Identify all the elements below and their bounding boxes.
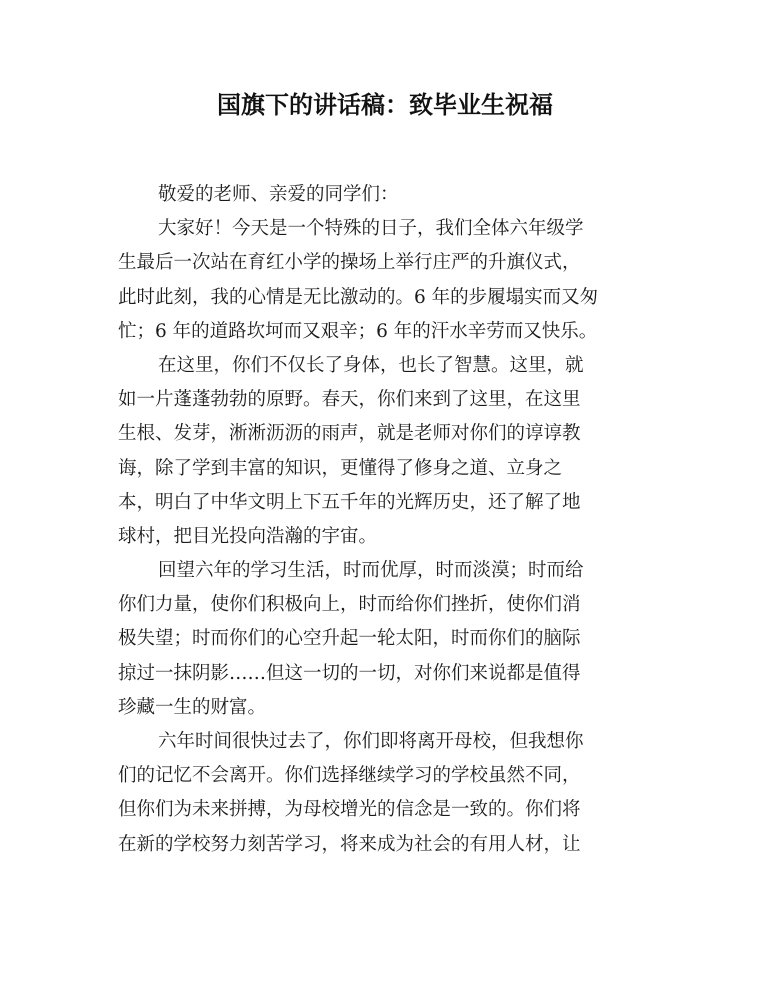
text-line: 极失望；时而你们的心空升起一轮太阳，时而你们的脑际	[118, 628, 581, 650]
text-line: 珍藏一生的财富。	[118, 696, 267, 718]
text-line: 本，明白了中华文明上下五千年的光辉历史，还了解了地	[118, 491, 581, 513]
text-line: 们的记忆不会离开。你们选择继续学习的学校虽然不同，	[118, 765, 581, 787]
text-line: 诲，除了学到丰富的知识，更懂得了修身之道、立身之	[118, 457, 563, 479]
text-line: 掠过一抹阴影……但这一切的一切，对你们来说都是值得	[118, 662, 581, 684]
text-line: 在新的学校努力刻苦学习，将来成为社会的有用人材，让	[118, 833, 581, 855]
text-line: 生根、发芽，淅淅沥沥的雨声，就是老师对你们的谆谆教	[118, 423, 581, 445]
text-line: 此时此刻，我的心情是无比激动的。6 年的步履塌实而又匆	[118, 286, 599, 308]
text-line: 忙；6 年的道路坎坷而又艰辛；6 年的汗水辛劳而又快乐。	[118, 320, 598, 342]
text-line: 生最后一次站在育红小学的操场上举行庄严的升旗仪式，	[118, 252, 581, 274]
document-title: 国旗下的讲话稿：致毕业生祝福	[217, 91, 553, 119]
text-line: 在这里，你们不仅长了身体，也长了智慧。这里，就	[158, 354, 584, 376]
text-line: 你们力量，使你们积极向上，时而给你们挫折，使你们消	[118, 594, 581, 616]
text-line: 球村，把目光投向浩瀚的宇宙。	[118, 525, 378, 547]
text-line: 大家好！今天是一个特殊的日子，我们全体六年级学	[158, 218, 584, 240]
text-line: 敬爱的老师、亲爱的同学们：	[158, 184, 399, 205]
text-line: 回望六年的学习生活，时而优厚，时而淡漠；时而给	[158, 560, 584, 582]
text-line: 但你们为未来拼搏，为母校增光的信念是一致的。你们将	[118, 799, 581, 821]
document-body	[118, 178, 642, 862]
text-line: 六年时间很快过去了，你们即将离开母校，但我想你	[158, 731, 584, 752]
text-line: 如一片蓬蓬勃勃的原野。春天，你们来到了这里，在这里	[118, 389, 581, 411]
